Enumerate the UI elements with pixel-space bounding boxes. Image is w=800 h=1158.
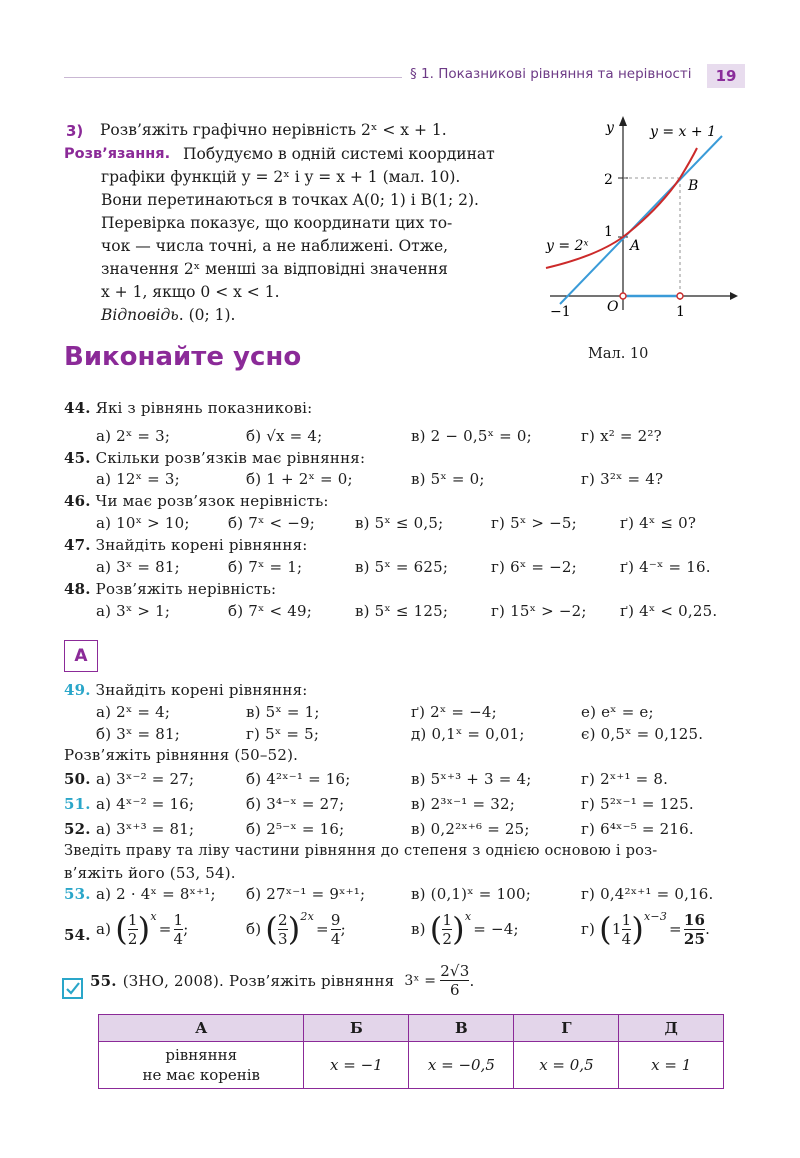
ex-question: Які з рівнянь показникові: (95, 399, 313, 417)
tick-label-1y: 1 (604, 224, 613, 240)
option: г) 6ˣ = −2; (491, 558, 577, 576)
option: в) 0,2²ˣ⁺⁶ = 25; (411, 820, 530, 838)
solution-line-2: графіки функцій y = 2ˣ і y = x + 1 (мал. 10). (101, 168, 461, 186)
option: в) 2 − 0,5ˣ = 0; (411, 427, 532, 445)
level-a-badge: А (64, 640, 98, 672)
table-row (99, 1042, 724, 1089)
instruction-53-54-line2: в’яжіть його (53, 54). (64, 864, 236, 882)
solution-line-1: Побудуємо в одній системі координат (183, 145, 495, 163)
ex-question: Чи має розв’язок нерівність: (95, 492, 329, 510)
option: ґ) 4⁻ˣ = 16. (620, 558, 711, 576)
ex-number: 48. (64, 580, 91, 598)
point-a-label: A (630, 238, 641, 254)
option: а) 12ˣ = 3; (96, 470, 180, 488)
ex-number: 47. (64, 536, 91, 554)
answer-table (98, 1014, 724, 1089)
ex-question: Скільки розв’язків має рівняння: (95, 449, 366, 467)
ex-number: 50. (64, 770, 91, 788)
table-header-row (99, 1015, 724, 1042)
ex-number: 51. (64, 795, 91, 813)
option-54c: в) ( 1 2 ) $^x$ = −4; (411, 910, 519, 948)
example-task: Розв’яжіть графічно нерівність 2ˣ < x + 1. (100, 121, 447, 139)
option: г) 3²ˣ = 4? (581, 470, 664, 488)
option: г) 0,4²ˣ⁺¹ = 0,16. (581, 885, 714, 903)
ex-number: 46. (64, 492, 91, 510)
answer-value: . (0; 1). (178, 306, 236, 324)
exercise-55: 55. (ЗНО, 2008). Розв’яжіть рівняння 3ˣ = $\frac{2√3}{6}$ . (90, 962, 475, 999)
ex-number: 45. (64, 449, 91, 467)
ex-number: 52. (64, 820, 91, 838)
option: б) 7ˣ < 49; (228, 602, 312, 620)
table-cell: x = 1 (619, 1042, 724, 1089)
tick-label-1x: 1 (676, 304, 685, 320)
option: в) (0,1)ˣ = 100; (411, 885, 531, 903)
ex-question: Розв’яжіть нерівність: (95, 580, 277, 598)
option: г) 5²ˣ⁻¹ = 125. (581, 795, 694, 813)
solution-line-6: значення 2ˣ менші за відповідні значення (101, 260, 448, 278)
running-header: § 1. Показникові рівняння та нерівності (410, 66, 692, 82)
option: г) 6⁴ˣ⁻⁵ = 216. (581, 820, 694, 838)
option: в) 5ˣ ≤ 125; (355, 602, 449, 620)
option: в) 5ˣ⁺³ + 3 = 4; (411, 770, 532, 788)
option: г) 15ˣ > −2; (491, 602, 587, 620)
table-cell: x = 0,5 (514, 1042, 619, 1089)
option: в) 5ˣ = 625; (355, 558, 449, 576)
option-54b: б) ( 2 3 ) $^{2x}$ = $\frac{9}{4}$ ; (246, 910, 346, 948)
header-cell: Б (304, 1015, 409, 1042)
option: б) 27ˣ⁻¹ = 9ˣ⁺¹; (246, 885, 366, 903)
option: в) 2³ˣ⁻¹ = 32; (411, 795, 515, 813)
option: в) 5ˣ = 0; (411, 470, 485, 488)
graph-figure (530, 110, 740, 330)
y-axis-arrow (619, 116, 627, 126)
solution-line-3: Вони перетинаються в точках A(0; 1) і B(1; 2). (101, 191, 479, 209)
option: а) 10ˣ > 10; (96, 514, 190, 532)
ex-question: Знайдіть корені рівняння: (95, 536, 308, 554)
option: а) 3ˣ > 1; (96, 602, 171, 620)
ex-question: Знайдіть корені рівняння: (95, 681, 308, 699)
ex-number: 55. (90, 971, 117, 990)
option: а) 2 · 4ˣ = 8ˣ⁺¹; (96, 885, 216, 903)
option: д) 0,1ˣ = 0,01; (411, 725, 525, 743)
solution-line-4: Перевірка показує, що координати цих то- (101, 214, 453, 232)
open-point-0 (620, 293, 626, 299)
option: б) 2⁵⁻ˣ = 16; (246, 820, 345, 838)
checkbox-icon (62, 978, 83, 999)
header-cell: А (99, 1015, 304, 1042)
line-graph (560, 136, 722, 304)
option: а) 2ˣ = 4; (96, 703, 171, 721)
option: а) 3ˣ⁻² = 27; (96, 770, 195, 788)
option: а) 2ˣ = 3; (96, 427, 171, 445)
header-cell: В (409, 1015, 514, 1042)
origin-label: O (607, 299, 619, 315)
table-cell: x = −0,5 (409, 1042, 514, 1089)
solution-line-5: чок — числа точні, а не наближені. Отже, (101, 237, 449, 255)
option: в) 5ˣ ≤ 0,5; (355, 514, 444, 532)
figure-caption: Мал. 10 (588, 346, 649, 362)
option: а) 4ˣ⁻² = 16; (96, 795, 195, 813)
line-label: y = x + 1 (650, 124, 716, 140)
tick-label-2: 2 (604, 172, 613, 188)
ex-number: 44. (64, 399, 91, 417)
option-54a: а) ( 1 2 ) $^x$ = $\frac{1}{4}$ ; (96, 910, 189, 948)
option: а) 3ˣ = 81; (96, 558, 180, 576)
option: в) 5ˣ = 1; (246, 703, 320, 721)
instruction-50-52: Розв’яжіть рівняння (50–52). (64, 746, 299, 764)
header-cell: Д (619, 1015, 724, 1042)
y-axis-label: y (606, 120, 614, 136)
option: е) eˣ = e; (581, 703, 654, 721)
option: є) 0,5ˣ = 0,125. (581, 725, 704, 743)
ex-number: 54. (64, 926, 91, 944)
option: б) 7ˣ < −9; (228, 514, 316, 532)
tick-label-minus1: −1 (550, 304, 571, 320)
section-title: Виконайте усно (64, 342, 302, 372)
option: б) 7ˣ = 1; (228, 558, 303, 576)
option-54d: г) ( 1 1 4 ) $^{x-3}$ = $\frac{16}{25}$ . (581, 910, 711, 948)
option: г) 2ˣ⁺¹ = 8. (581, 770, 669, 788)
option: г) x² = 2²? (581, 427, 662, 445)
option: б) 3⁴⁻ˣ = 27; (246, 795, 345, 813)
table-cell: рівняння не має коренів (99, 1042, 304, 1089)
option: б) √x = 4; (246, 427, 323, 445)
table-cell: x = −1 (304, 1042, 409, 1089)
option: ґ) 4ˣ ≤ 0? (620, 514, 697, 532)
option: б) 4²ˣ⁻¹ = 16; (246, 770, 351, 788)
x-axis-arrow (730, 292, 738, 300)
solution-line-7: x + 1, якщо 0 < x < 1. (101, 283, 280, 301)
option: г) 5ˣ = 5; (246, 725, 320, 743)
solution-label: Розв’язання. (64, 146, 171, 162)
option: ґ) 4ˣ < 0,25. (620, 602, 718, 620)
option: ґ) 2ˣ = −4; (411, 703, 497, 721)
example-number: 3) (66, 122, 84, 140)
answer-line (101, 306, 235, 324)
ex-text: (ЗНО, 2008). Розв’яжіть рівняння (122, 971, 395, 990)
open-point-1 (677, 293, 683, 299)
option: б) 1 + 2ˣ = 0; (246, 470, 353, 488)
exp-label: y = 2ˣ (546, 238, 589, 254)
header-rule (64, 77, 402, 78)
option: а) 3ˣ⁺³ = 81; (96, 820, 195, 838)
page-number: 19 (707, 64, 745, 88)
ex-number: 49. (64, 681, 91, 699)
option: г) 5ˣ > −5; (491, 514, 577, 532)
point-b-label: B (688, 178, 699, 194)
answer-label: Відповідь (101, 306, 179, 324)
ex-number: 53. (64, 885, 91, 903)
instruction-53-54-line1: Зведіть праву та ліву частини рівняння до степеня з однією основою і роз- (64, 842, 658, 859)
option: б) 3ˣ = 81; (96, 725, 180, 743)
header-cell: Г (514, 1015, 619, 1042)
